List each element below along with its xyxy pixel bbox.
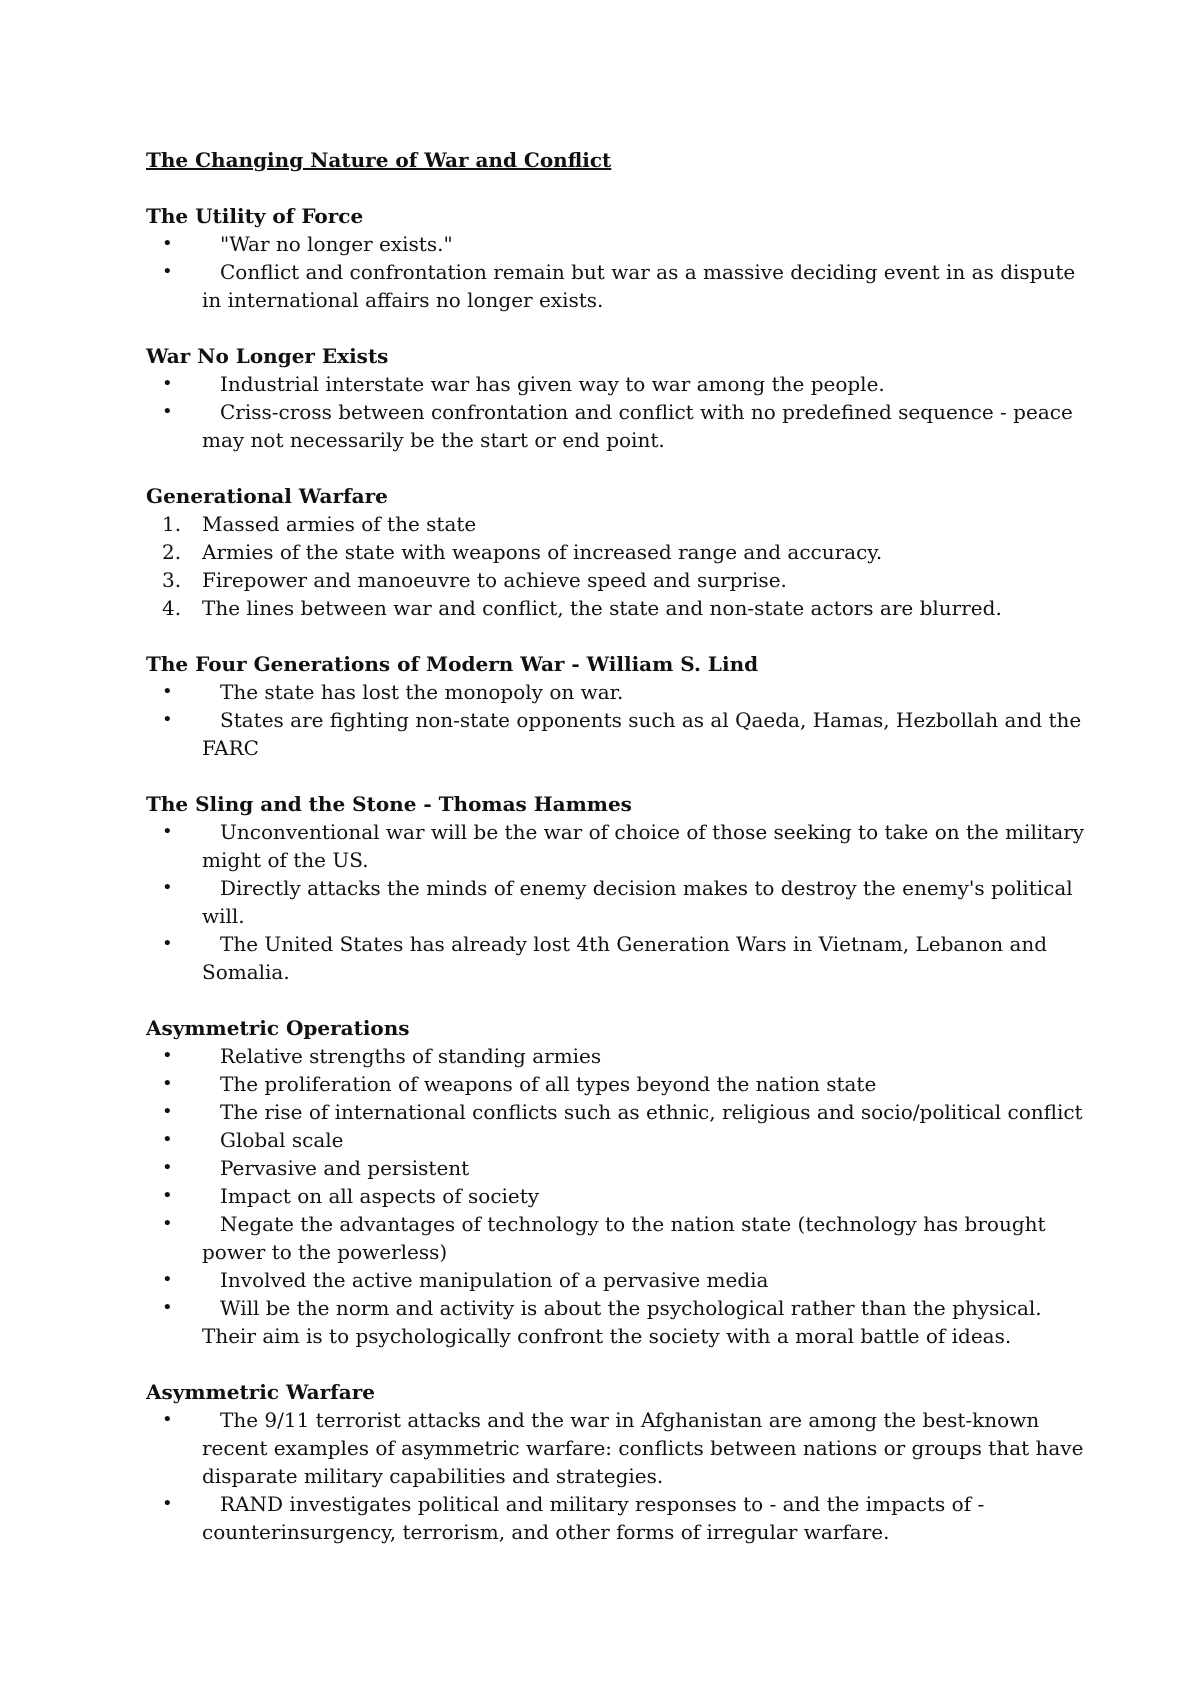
section-generational-warfare — [146, 482, 1086, 622]
list-item — [146, 1490, 1086, 1546]
numbered-item — [146, 510, 1086, 538]
list-item — [146, 818, 1086, 874]
bullet-icon: • — [162, 1185, 173, 1206]
list-item — [146, 370, 1086, 398]
list-item-text: Armies of the state with weapons of increased range and accuracy. — [202, 540, 883, 564]
bullet-icon: • — [162, 1213, 173, 1234]
bullet-icon: • — [162, 1129, 173, 1150]
document-title: The Changing Nature of War and Conflict — [146, 148, 612, 172]
list-item — [146, 1210, 1086, 1266]
bullet-icon: • — [162, 1157, 173, 1178]
section-asymmetric-warfare — [146, 1378, 1086, 1546]
bullet-icon: • — [162, 401, 173, 422]
section-heading: Asymmetric Operations — [146, 1016, 410, 1040]
list-item-text: Criss-cross between confrontation and conflict with no predefined sequence - peace may not necessarily be the start or end point. — [202, 400, 1073, 452]
list-item-text: "War no longer exists." — [220, 232, 453, 256]
bullet-icon: • — [162, 877, 173, 898]
bullet-icon: • — [162, 1409, 173, 1430]
list-item-text: RAND investigates political and military responses to - and the impacts of - counterinsurgency, terrorism, and other forms of irregular warfare. — [202, 1492, 985, 1544]
list-item-text: Will be the norm and activity is about the psychological rather than the physical. Their aim is to psychologically confront the society with a moral battle of ideas. — [202, 1296, 1042, 1348]
list-item-text: The lines between war and conflict, the state and non-state actors are blurred. — [202, 596, 1002, 620]
section-war-no-longer-exists — [146, 342, 1086, 454]
section-heading: War No Longer Exists — [146, 344, 389, 368]
section-heading: Generational Warfare — [146, 484, 388, 508]
item-number: 3. — [162, 568, 182, 592]
bullet-icon: • — [162, 1073, 173, 1094]
list-item-text: Involved the active manipulation of a pervasive media — [220, 1268, 769, 1292]
bullet-list — [146, 818, 1086, 986]
list-item-text: Relative strengths of standing armies — [220, 1044, 602, 1068]
bullet-icon: • — [162, 1045, 173, 1066]
list-item-text: Unconventional war will be the war of choice of those seeking to take on the military might of the US. — [202, 820, 1085, 872]
list-item — [146, 1266, 1086, 1294]
item-number: 1. — [162, 512, 182, 536]
section-sling-and-stone — [146, 790, 1086, 986]
list-item-text: States are fighting non-state opponents such as al Qaeda, Hamas, Hezbollah and the FARC — [202, 708, 1082, 760]
bullet-list — [146, 678, 1086, 762]
list-item-text: Massed armies of the state — [202, 512, 477, 536]
list-item-text: Conflict and confrontation remain but war as a massive deciding event in as dispute in international affairs no longer exists. — [202, 260, 1076, 312]
list-item — [146, 1042, 1086, 1070]
bullet-icon: • — [162, 233, 173, 254]
bullet-icon: • — [162, 821, 173, 842]
list-item — [146, 1154, 1086, 1182]
list-item-text: Industrial interstate war has given way to war among the people. — [220, 372, 885, 396]
list-item — [146, 1182, 1086, 1210]
section-heading: The Four Generations of Modern War - William S. Lind — [146, 652, 759, 676]
bullet-icon: • — [162, 709, 173, 730]
bullet-icon: • — [162, 1101, 173, 1122]
list-item-text: The proliferation of weapons of all types beyond the nation state — [220, 1072, 877, 1096]
section-heading: The Sling and the Stone - Thomas Hammes — [146, 792, 632, 816]
item-number: 2. — [162, 540, 182, 564]
list-item — [146, 1098, 1086, 1126]
section-heading: The Utility of Force — [146, 204, 364, 228]
bullet-list — [146, 1042, 1086, 1350]
list-item-text: Global scale — [220, 1128, 344, 1152]
list-item — [146, 706, 1086, 762]
list-item — [146, 1070, 1086, 1098]
list-item — [146, 398, 1086, 454]
list-item-text: Negate the advantages of technology to the nation state (technology has brought power to the powerless) — [202, 1212, 1046, 1264]
bullet-icon: • — [162, 373, 173, 394]
section-heading: Asymmetric Warfare — [146, 1380, 376, 1404]
list-item — [146, 258, 1086, 314]
list-item-text: Pervasive and persistent — [220, 1156, 470, 1180]
section-utility-of-force — [146, 202, 1086, 314]
numbered-item — [146, 594, 1086, 622]
document-page — [146, 146, 1086, 1546]
list-item — [146, 230, 1086, 258]
bullet-icon: • — [162, 1269, 173, 1290]
bullet-icon: • — [162, 681, 173, 702]
list-item — [146, 678, 1086, 706]
list-item-text: The rise of international conflicts such as ethnic, religious and socio/political conflict — [220, 1100, 1083, 1124]
list-item-text: The United States has already lost 4th Generation Wars in Vietnam, Lebanon and Somalia. — [202, 932, 1048, 984]
list-item — [146, 1126, 1086, 1154]
list-item-text: Directly attacks the minds of enemy decision makes to destroy the enemy's political will. — [202, 876, 1073, 928]
bullet-icon: • — [162, 261, 173, 282]
list-item — [146, 1294, 1086, 1350]
list-item-text: Impact on all aspects of society — [220, 1184, 540, 1208]
section-asymmetric-operations — [146, 1014, 1086, 1350]
item-number: 4. — [162, 596, 182, 620]
section-four-generations — [146, 650, 1086, 762]
list-item-text: The 9/11 terrorist attacks and the war in Afghanistan are among the best-known recent examples of asymmetric warfare: conflicts between nations or groups that have disparate military capabilities and strategies. — [202, 1408, 1084, 1488]
bullet-list — [146, 230, 1086, 314]
bullet-icon: • — [162, 1297, 173, 1318]
bullet-list — [146, 1406, 1086, 1546]
list-item — [146, 930, 1086, 986]
list-item — [146, 874, 1086, 930]
numbered-item — [146, 538, 1086, 566]
numbered-item — [146, 566, 1086, 594]
list-item-text: The state has lost the monopoly on war. — [220, 680, 624, 704]
bullet-icon: • — [162, 1493, 173, 1514]
numbered-list — [146, 510, 1086, 622]
bullet-list — [146, 370, 1086, 454]
list-item-text: Firepower and manoeuvre to achieve speed and surprise. — [202, 568, 787, 592]
list-item — [146, 1406, 1086, 1490]
bullet-icon: • — [162, 933, 173, 954]
